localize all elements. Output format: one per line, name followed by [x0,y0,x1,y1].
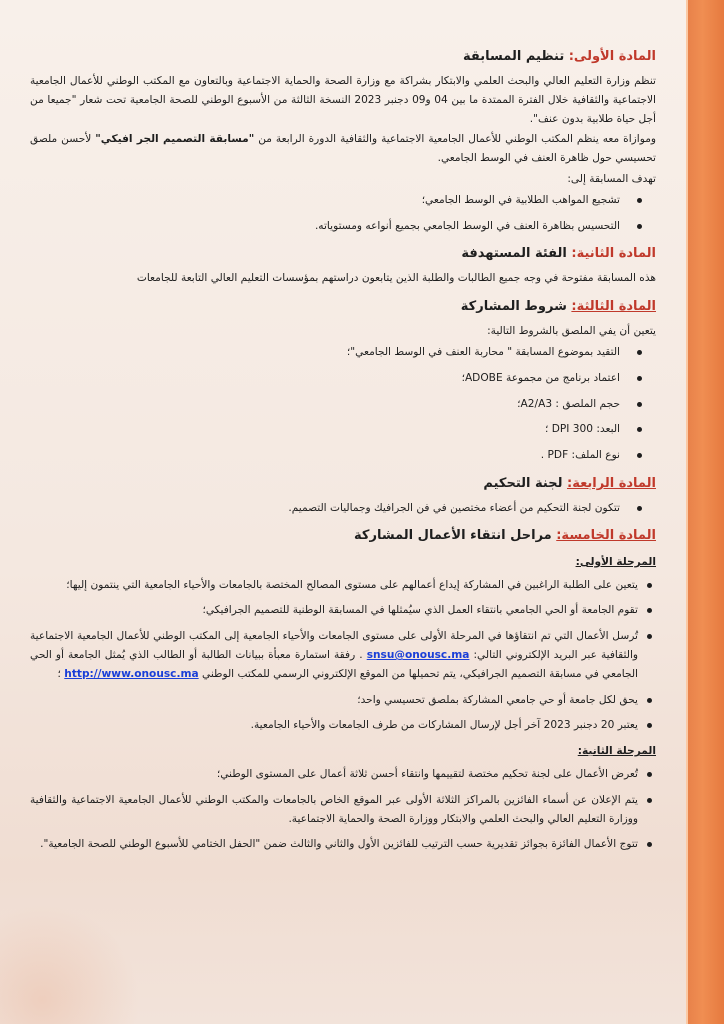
phase-1-heading: المرحلة الأولى: [575,555,656,568]
article-5-number: المادة الخامسة: [556,527,656,543]
list-item: حجم الملصق : A2/A3؛ [30,395,620,414]
article-1-p2-end: لأحسن ملصق تحسيسي حول ظاهرة العنف في الوسط الجامعي. [30,133,656,165]
article-2-heading [30,243,656,265]
article-3-paragraph: يتعين أن يفي الملصق بالشروط التالية: [487,325,656,338]
article-3-number: المادة الثالثة: [571,299,656,315]
email-link[interactable]: snsu@onousc.ma [366,648,470,661]
article-1-heading [30,46,656,68]
article-4-list [30,499,656,518]
competition-name: "مسابقة التصميم الجر افيكي" [95,133,255,146]
article-4 [30,473,656,518]
phase-2-list [30,765,656,854]
article-4-title: لجنة التحكيم [483,475,567,491]
article-1-paragraph-1: تنظم وزارة التعليم العالي والبحث العلمي والابتكار بشراكة مع وزارة الصحة والحماية الاجتماعية وبالتعاون مع المكتب الوطني للأعمال الجامعية الاجتماعية والثقافية خلال الفترة الممتدة ما بين 04 و09 دجنبر 2023 النسخة الثالثة من الأسبوع الوطني للصحة الجامعية تحت شعار "جميعا من أجل حياة طلابية بدون عنف". [30,75,656,125]
list-item: تشجيع المواهب الطلابية في الوسط الجامعي؛ [30,191,620,210]
list-item: يتعين على الطلبة الراغبين في المشاركة إيداع أعمالهم على مستوى المصالح المختصة بالجامعات والأحياء الجامعية التي ينتمون إليها؛ [30,576,638,595]
phase-1-item-3-start: تُرسل الأعمال التي تم انتقاؤها في المرحلة الأولى على مستوى الجامعات والأحياء الجامعية إلى المكتب الوطني للأعمال الجامعية الاجتماعية والثقافية عبر البريد الإلكتروني التالي: [30,630,639,661]
list-item: تتوج الأعمال الفائزة بجوائز تقديرية حسب الترتيب للفائزين الأول والثاني والثالث ضمن "الحفل الختامي للأسبوع الوطني للصحة الجامعية". [30,835,638,854]
article-3-heading [30,296,656,318]
list-item [30,627,638,683]
article-2-title: الفئة المستهدفة [461,246,572,262]
article-5-heading [30,525,656,547]
phase-1-item-3-middle: . رفقة استمارة معبأة ببيانات الطالبة أو الطالب الذي يُمثل الجامعة أو الحي الجامعي في مسابقة التصميم الجرافيكي، يتم تحميلها من الموقع الإلكتروني الرسمي للمكتب الوطني [30,648,638,680]
article-1 [30,46,656,235]
article-2-paragraph: هذه المسابقة مفتوحة في وجه جميع الطالبات والطلبة الذين يتابعون دراستهم بمؤسسات التعليم العالي التابعة للجامعات [136,272,656,285]
article-3-conditions-list [30,343,656,465]
article-2-number: المادة الثانية: [571,246,656,262]
article-3-title: شروط المشاركة [460,299,572,315]
article-5-title: مراحل انتقاء الأعمال المشاركة [354,527,557,543]
list-item: التقيد بموضوع المسابقة " محاربة العنف في الوسط الجامعي"؛ [30,343,620,362]
article-4-number: المادة الرابعة: [567,475,656,491]
article-4-heading [30,473,656,495]
list-item: تُعرض الأعمال على لجنة تحكيم مختصة لتقييمها وانتقاء أحسن ثلاثة أعمال على المستوى الوطني؛ [30,765,638,784]
list-item: اعتماد برنامج من مجموعة ADOBE؛ [30,369,620,388]
article-3 [30,296,656,465]
phase-2-heading: المرحلة الثانية: [577,745,656,758]
list-item: تتكون لجنة التحكيم من أعضاء مختصين في فن الجرافيك وجماليات التصميم. [30,499,620,518]
list-item: يعتبر 20 دجنبر 2023 آخر أجل لإرسال المشاركات من طرف الجامعات والأحياء الجامعية. [30,716,638,735]
phase-1-item-3-end: ؛ [57,667,65,680]
article-1-p2-start: وموازاة معه ينظم المكتب الوطني للأعمال الجامعية الاجتماعية والثقافية الدورة الرابعة من [254,133,657,146]
background-decoration [0,904,140,1024]
article-1-goals-list [30,191,656,236]
article-1-paragraph-2 [30,130,656,168]
orange-side-bar [686,0,724,1024]
list-item: تقوم الجامعة أو الحي الجامعي بانتقاء العمل الذي سيُمثلها في المسابقة الوطنية للتصميم الجرافيكي؛ [30,601,638,620]
list-item: نوع الملف: PDF . [30,446,620,465]
list-item: البعد: 300 DPI ؛ [30,420,620,439]
article-1-paragraph-3: تهدف المسابقة إلى: [567,172,656,185]
document-body [30,38,656,861]
article-5 [30,525,656,854]
phase-1-list [30,576,656,736]
list-item: التحسيس بظاهرة العنف في الوسط الجامعي بجميع أنواعه ومستوياته. [30,217,620,236]
list-item: يحق لكل جامعة أو حي جامعي المشاركة بملصق تحسيسي واحد؛ [30,691,638,710]
website-link[interactable]: http://www.onousc.ma [64,667,199,680]
article-1-title: تنظيم المسابقة [463,49,569,64]
article-1-number: المادة الأولى: [568,49,656,64]
list-item: يتم الإعلان عن أسماء الفائزين بالمراكز الثلاثة الأولى عبر الموقع الخاص بالجامعات والمكتب الوطني للأعمال الجامعية الاجتماعية والثقافية ووزارة التعليم العالي والبحث العلمي والابتكار ووزارة الصحة والحماية الاجتماعية. [30,791,638,829]
article-2 [30,243,656,288]
